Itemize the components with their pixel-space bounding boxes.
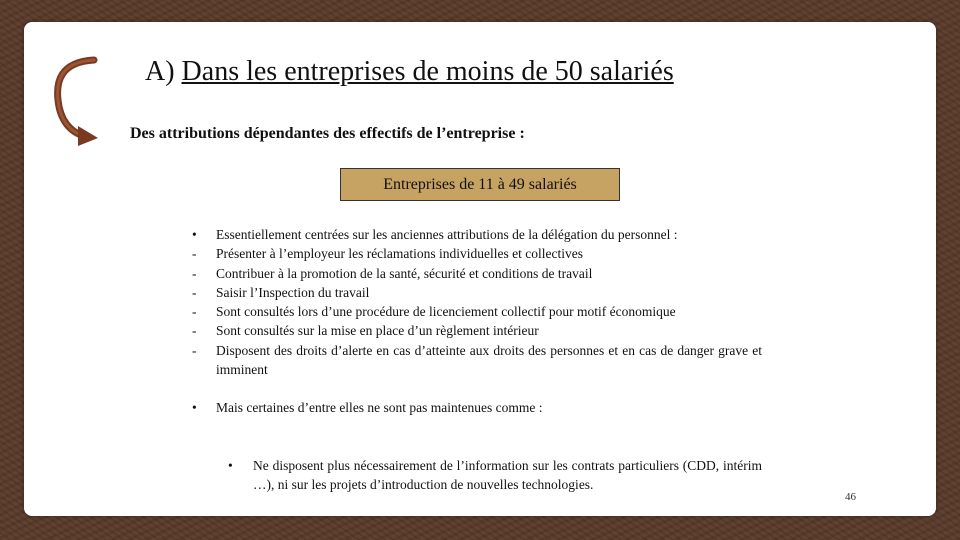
page-number: 46 [845, 491, 856, 503]
list-item: - Sont consultés sur la mise en place d’un règlement intérieur [192, 323, 539, 339]
sub-bullet-list [226, 456, 762, 495]
bullet-list [190, 225, 762, 418]
curved-arrow-icon [48, 52, 100, 148]
list-item: • Mais certaines d’entre elles ne sont pas maintenues comme : [192, 400, 543, 416]
list-item: • Ne disposent plus nécessairement de l’information sur les contrats particuliers (CDD, intérim …), ni sur les projets d’introduction de nouvelles technologies. [228, 458, 762, 493]
list-item: - Disposent des droits d’alerte en cas d’atteinte aux droits des personnes et en cas de danger grave et imminent [192, 342, 762, 378]
category-box-label: Entreprises de 11 à 49 salariés [383, 175, 577, 193]
list-item: - Saisir l’Inspection du travail [192, 284, 370, 300]
list-item: - Contribuer à la promotion de la santé, sécurité et conditions de travail [192, 265, 593, 281]
list-item: - Présenter à l’employeur les réclamations individuelles et collectives [192, 246, 583, 262]
list-item: - Sont consultés lors d’une procédure de licenciement collectif pour motif économique [192, 304, 676, 320]
slide-title: A) Dans les entreprises de moins de 50 salariés [145, 56, 674, 87]
category-box [340, 168, 620, 201]
list-item: • Essentiellement centrées sur les anciennes attributions de la délégation du personnel : [192, 227, 678, 242]
slide-subtitle: Des attributions dépendantes des effectifs de l’entreprise : [130, 125, 525, 142]
